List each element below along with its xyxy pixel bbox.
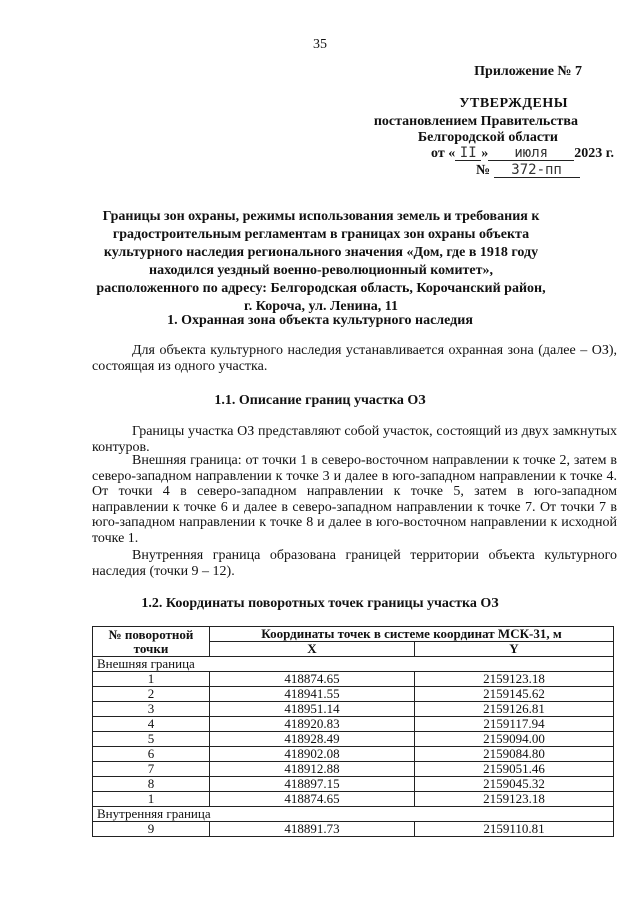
point-number-cell: 4 (93, 717, 210, 732)
table-row (93, 777, 614, 792)
group-outer-boundary: Внешняя граница (93, 657, 614, 672)
y-coordinate-cell: 2159051.46 (415, 762, 614, 777)
point-number-cell: 9 (93, 822, 210, 837)
table-row (93, 687, 614, 702)
table-row (93, 732, 614, 747)
table-row (93, 672, 614, 687)
point-number-cell: 3 (93, 702, 210, 717)
table-row (93, 702, 614, 717)
section-1-text: Для объекта культурного наследия устанавливается охранная зона (далее – ОЗ), состоящая из одного участка. (92, 343, 617, 374)
table-row (93, 822, 614, 837)
decree-label: постановлением Правительства (373, 114, 578, 129)
decree-number (476, 163, 580, 179)
point-number-cell: 1 (93, 672, 210, 687)
point-number-cell: 6 (93, 747, 210, 762)
y-coordinate-cell: 2159094.00 (415, 732, 614, 747)
table-row (93, 717, 614, 732)
header-point-number: № поворотной точки (93, 627, 210, 657)
x-coordinate-cell: 418874.65 (210, 672, 415, 687)
section-1-1-paragraph-3: Внутренняя граница образована границей территории объекта культурного наследия (точки 9 – 12). (92, 548, 617, 579)
section-1-1-paragraph-1: Границы участка ОЗ представляют собой участок, состоящий из двух замкнутых контуров. (92, 424, 617, 455)
point-number-cell: 5 (93, 732, 210, 747)
date-mid: » (481, 146, 489, 161)
group-inner-boundary: Внутренняя граница (93, 807, 614, 822)
page-number: 35 (313, 37, 327, 52)
x-coordinate-cell: 418920.83 (210, 717, 415, 732)
y-coordinate-cell: 2159045.32 (415, 777, 614, 792)
point-number-cell: 1 (93, 792, 210, 807)
y-coordinate-cell: 2159126.81 (415, 702, 614, 717)
header-coordinates: Координаты точек в системе координат МСК-31, м (210, 627, 614, 642)
date-year: 2023 г. (574, 146, 614, 161)
date-month: июля (488, 146, 574, 161)
x-coordinate-cell: 418912.88 (210, 762, 415, 777)
header-x: X (210, 642, 415, 657)
header-y: Y (415, 642, 614, 657)
decree-date (431, 146, 614, 162)
y-coordinate-cell: 2159123.18 (415, 672, 614, 687)
table-row (93, 747, 614, 762)
region-label: Белгородской области (417, 130, 558, 145)
x-coordinate-cell: 418902.08 (210, 747, 415, 762)
x-coordinate-cell: 418891.73 (210, 822, 415, 837)
approved-label: УТВЕРЖДЕНЫ (459, 96, 568, 111)
document-title: Границы зон охраны, режимы использования земель и требования к градостроительным регламентам в границах зон охраны объекта культурного наследия регионального значения «Дом, где в 1918 году находился уездный военно-революционный комитет», расположенного по адресу: Белгородская область, Корочанский район, г. Короча, ул. Ленина, 11 (96, 209, 546, 314)
outer-rows (93, 672, 614, 807)
x-coordinate-cell: 418928.49 (210, 732, 415, 747)
point-number-cell: 2 (93, 687, 210, 702)
section-1-1-paragraph-2: Внешняя граница: от точки 1 в северо-восточном направлении к точке 2, затем в северо-западном направлении к точке 3 и далее в юго-западном направлении к точке 4. От точки 4 в северо-западном направлении к точке 5, затем в юго-западном направлении к точке 6 и далее в северо-западном направлении к точке 7. От точки 7 в юго-западном направлении к точке 8 и далее в юго-восточном направлении к исходной точке 1. (92, 453, 617, 546)
number-value: 372-пп (494, 163, 580, 178)
point-number-cell: 7 (93, 762, 210, 777)
table-row (93, 762, 614, 777)
appendix-label: Приложение № 7 (474, 64, 582, 79)
section-1-1-heading: 1.1. Описание границ участка ОЗ (214, 393, 426, 408)
y-coordinate-cell: 2159145.62 (415, 687, 614, 702)
y-coordinate-cell: 2159110.81 (415, 822, 614, 837)
section-1-heading: 1. Охранная зона объекта культурного наследия (167, 313, 473, 328)
x-coordinate-cell: 418951.14 (210, 702, 415, 717)
x-coordinate-cell: 418874.65 (210, 792, 415, 807)
number-prefix: № (476, 163, 491, 178)
x-coordinate-cell: 418941.55 (210, 687, 415, 702)
y-coordinate-cell: 2159117.94 (415, 717, 614, 732)
y-coordinate-cell: 2159123.18 (415, 792, 614, 807)
section-1-2-heading: 1.2. Координаты поворотных точек границы участка ОЗ (141, 596, 499, 611)
date-day: II (455, 146, 481, 161)
point-number-cell: 8 (93, 777, 210, 792)
coordinates-table (92, 626, 614, 837)
y-coordinate-cell: 2159084.80 (415, 747, 614, 762)
table-row (93, 792, 614, 807)
x-coordinate-cell: 418897.15 (210, 777, 415, 792)
date-prefix: от « (431, 146, 456, 161)
inner-rows (93, 822, 614, 837)
